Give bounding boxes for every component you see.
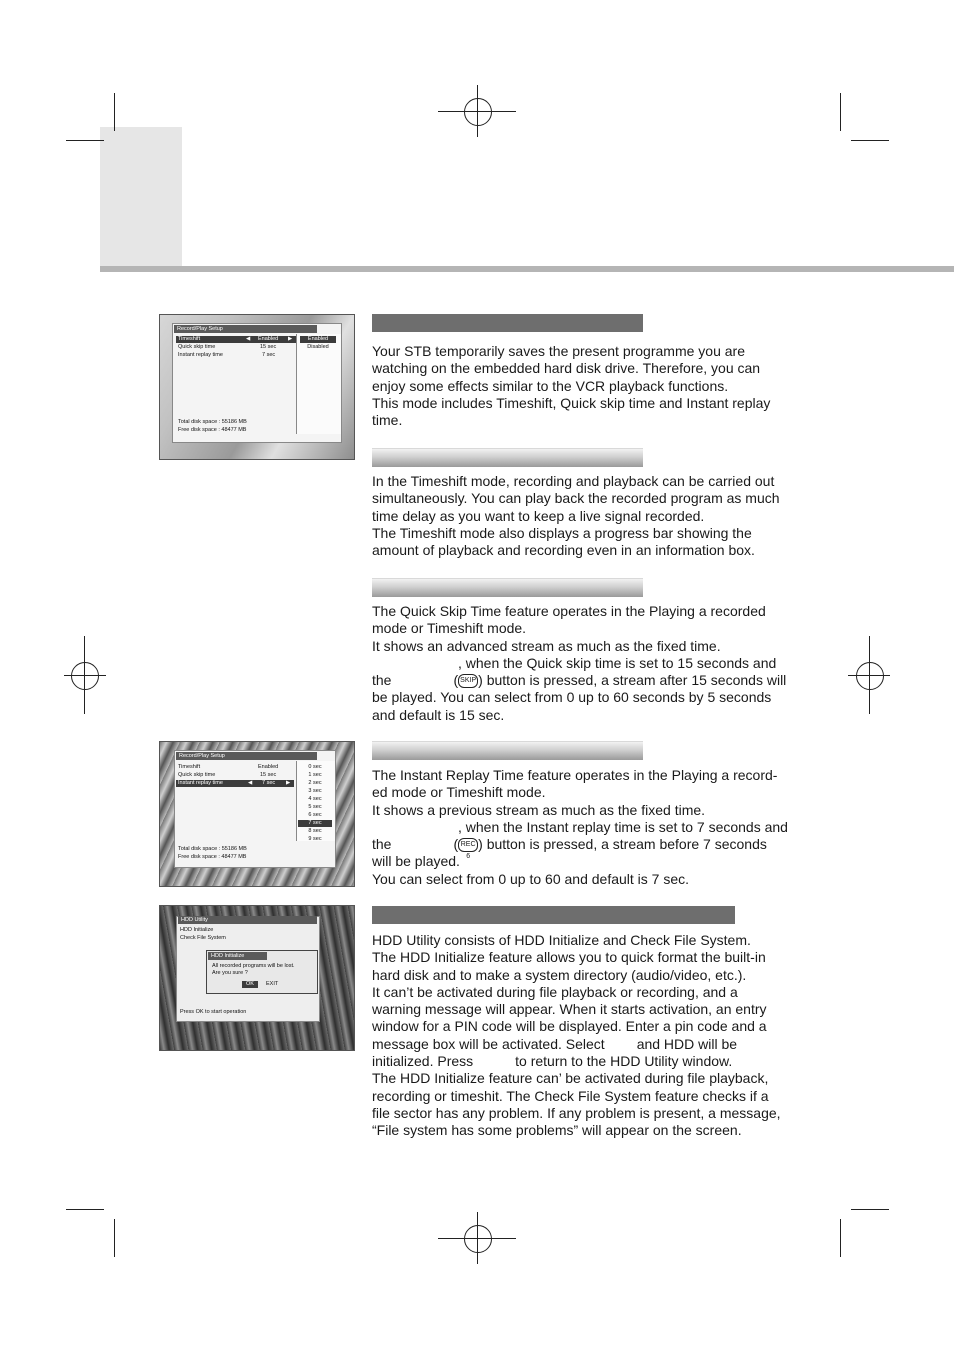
option: 8 sec: [308, 828, 322, 834]
hdd-utility-screenshot: [159, 905, 355, 1051]
crop-mark: [114, 93, 115, 131]
menu-label: Quick skip time: [178, 344, 216, 350]
option: 9 sec: [308, 836, 322, 842]
header-rule: [100, 266, 954, 272]
crop-mark: [66, 1209, 104, 1210]
free-disk-space: Free disk space : 48477 MB: [178, 854, 247, 860]
exit-button: EXIT: [266, 981, 279, 987]
dialog-title: HDD Initialize: [208, 952, 267, 960]
option: 5 sec: [308, 804, 322, 810]
menu-title: HDD Utility: [178, 916, 317, 924]
section-heading-bar: [372, 314, 643, 332]
menu-label: Timeshift: [178, 336, 201, 342]
section-heading-bar: [372, 906, 735, 924]
record-play-setup-screenshot-1: [159, 314, 355, 460]
menu-label: Instant replay time: [178, 352, 223, 358]
instant-replay-text: The Instant Replay Time feature operates in the Playing a record- ed mode or Timeshift mode. It shows a previous stream as much as the fixed time. , when the Instant replay time is set to 7 seconds and the ( REC 6) button is pressed, a stream before 7 seconds will be played. You can select from 0 up to 60 and default is 7 sec.: [372, 767, 788, 887]
skip-key-icon: SKIP: [458, 674, 478, 688]
section-heading-bar: [372, 741, 643, 760]
menu-label: Quick skip time: [178, 772, 216, 778]
option: 0 sec: [308, 764, 322, 770]
option-disabled: Disabled: [307, 344, 329, 350]
menu-item: HDD Initialize: [180, 927, 214, 933]
option: 3 sec: [308, 788, 322, 794]
status-hint: Press OK to start operation: [180, 1009, 247, 1015]
record-play-setup-screenshot-2: [159, 741, 355, 887]
option: 6 sec: [308, 812, 322, 818]
crop-mark: [66, 140, 104, 141]
timeshift-text: In the Timeshift mode, recording and playback can be carried out simultaneously. You can play back the recorded program as much time delay as you want to keep a live signal recorded. The Timeshift mode also displays a progress bar showing the amount of playback and recording even in an information box.: [372, 473, 780, 559]
replay-key-icon: REC 6: [458, 838, 478, 852]
menu-label: Timeshift: [178, 764, 201, 770]
crop-mark: [840, 93, 841, 131]
crop-mark: [851, 140, 889, 141]
section-heading-bar: [372, 448, 643, 467]
arrow-left-icon: ◀: [246, 336, 251, 342]
dialog-question: Are you sure ?: [212, 970, 248, 976]
total-disk-space: Total disk space : 55186 MB: [178, 419, 247, 425]
menu-item: Check File System: [180, 935, 226, 941]
crop-mark: [851, 1209, 889, 1210]
ok-button: OK: [242, 981, 258, 988]
intro-text: Your STB temporarily saves the present programme you are watching on the embedded hard disk drive. Therefore, you can enjoy some effects similar to the VCR playback functions. This mode includes Timeshift, Quick skip time and Instant replay time.: [372, 343, 771, 429]
menu-value: 15 sec: [260, 772, 277, 778]
menu-value: Enabled: [258, 336, 279, 342]
quick-skip-text: The Quick Skip Time feature operates in the Playing a recorded mode or Timeshift mode. It shows an advanced stream as much as the fixed time. , when the Quick skip time is set to 15 seconds and the ( SKIP ) button is pressed, a stream after 15 seconds will be played. You can select from 0 up to 60 seconds by 5 seconds and default is 15 sec.: [372, 603, 787, 723]
menu-title: Record/Play Setup: [174, 325, 317, 333]
crop-mark: [114, 1219, 115, 1257]
menu-value: Enabled: [258, 764, 279, 770]
menu-label: Instant replay time: [178, 780, 223, 786]
dialog-message: All recorded programs will be lost.: [212, 963, 295, 969]
menu-value: 7 sec: [262, 780, 276, 786]
arrow-left-icon: ◀: [248, 780, 253, 786]
arrow-right-icon: ▶: [288, 336, 293, 342]
total-disk-space: Total disk space : 55186 MB: [178, 846, 247, 852]
option-selected: 7 sec: [298, 820, 332, 827]
hdd-utility-text: HDD Utility consists of HDD Initialize and Check File System. The HDD Initialize feature allows you to quick format the built-in hard disk and to make a system directory (audio/video, etc.). It can’t be activated during file playback or recording, and a warning message will appear. When it starts activation, an entry window for a PIN code will be displayed. Enter a pin code and a message box will be activated. Select and HDD will be initialized. Press to return to the HDD Utility window. The HDD Initialize feature can’ be activated during file playback, recording or timeshit. The Check File System feature checks if a file sector has any problem. If any problem is present, a message, “File system has some problems” will appear on the screen.: [372, 932, 781, 1139]
option-enabled: Enabled: [300, 336, 336, 343]
arrow-right-icon: ▶: [286, 780, 291, 786]
menu-value: 15 sec: [260, 344, 277, 350]
option: 2 sec: [308, 780, 322, 786]
option: 1 sec: [308, 772, 322, 778]
chapter-tab: [100, 127, 182, 269]
menu-value: 7 sec: [262, 352, 276, 358]
crop-mark: [840, 1219, 841, 1257]
section-heading-bar: [372, 578, 643, 597]
option: 4 sec: [308, 796, 322, 802]
menu-title: Record/Play Setup: [176, 752, 317, 760]
free-disk-space: Free disk space : 48477 MB: [178, 427, 247, 433]
